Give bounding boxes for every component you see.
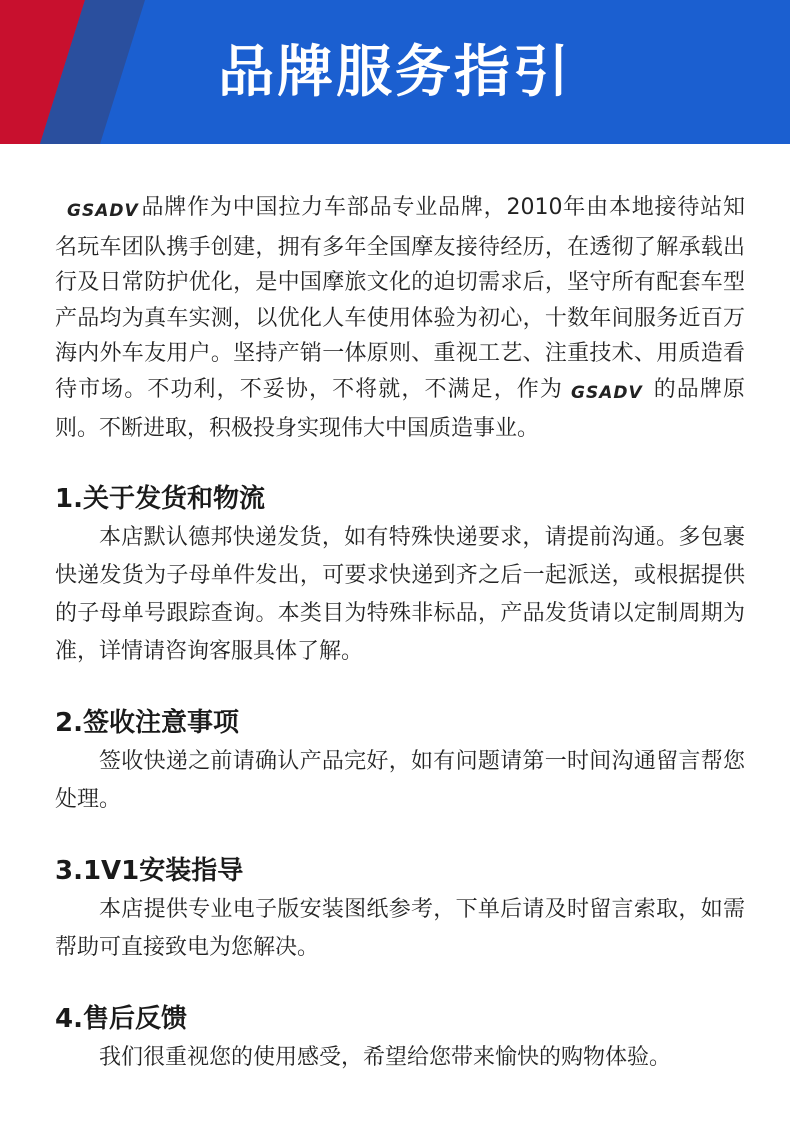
section-title: 4.售后反馈 (55, 1003, 187, 1034)
section-title: 1.关于发货和物流 (55, 483, 265, 514)
brand-logo-text: GSADV (67, 201, 139, 221)
section-body: 签收快递之前请确认产品完好，如有问题请第一时间沟通留言帮您处理。 (55, 748, 745, 812)
section-shipping (55, 479, 745, 671)
page-header (0, 0, 790, 144)
brand-logo (67, 192, 139, 230)
section-installation (55, 851, 745, 967)
page-title: 品牌服务指引 (218, 40, 572, 105)
main-content (55, 190, 745, 1077)
section-receipt (55, 703, 745, 819)
section-title: 3.1V1安装指导 (55, 855, 244, 886)
brand-intro-part1: 品牌作为中国拉力车部品专业品牌，2010年由本地接待站知名玩车团队携手创建，拥有多年全国摩友接待经历，在透彻了解承载出行及日常防护优化，是中国摩旅文化的迫切需求后，坚守所有配套车型产品均为真车实测，以优化人车使用体验为初心，十数年间服务近百万海内外车友用户。坚持产销一体原则、重视工艺、注重技术、用质造看待市场。不功利，不妥协，不将就，不满足，作为 (55, 195, 745, 402)
section-body: 本店默认德邦快递发货，如有特殊快递要求，请提前沟通。多包裹快递发货为子母单件发出，可要求快递到齐之后一起派送，或根据提供的子母单号跟踪查询。本类目为特殊非标品，产品发货请以定制周期为准，详情请咨询客服具体了解。 (55, 524, 745, 664)
section-body: 本店提供专业电子版安装图纸参考，下单后请及时留言索取，如需帮助可直接致电为您解决。 (55, 896, 745, 960)
brand-intro (55, 190, 745, 447)
brand-logo-inline-text: GSADV (571, 382, 643, 403)
section-after-sales (55, 999, 745, 1077)
brand-logo-inline (571, 374, 643, 412)
section-body: 我们很重视您的使用感受，希望给您带来愉快的购物体验。 (99, 1044, 672, 1070)
section-title: 2.签收注意事项 (55, 707, 239, 738)
brand-intro-part2: 的品牌原则。不断进取，积极投身实现伟大中国质造事业。 (55, 376, 745, 441)
